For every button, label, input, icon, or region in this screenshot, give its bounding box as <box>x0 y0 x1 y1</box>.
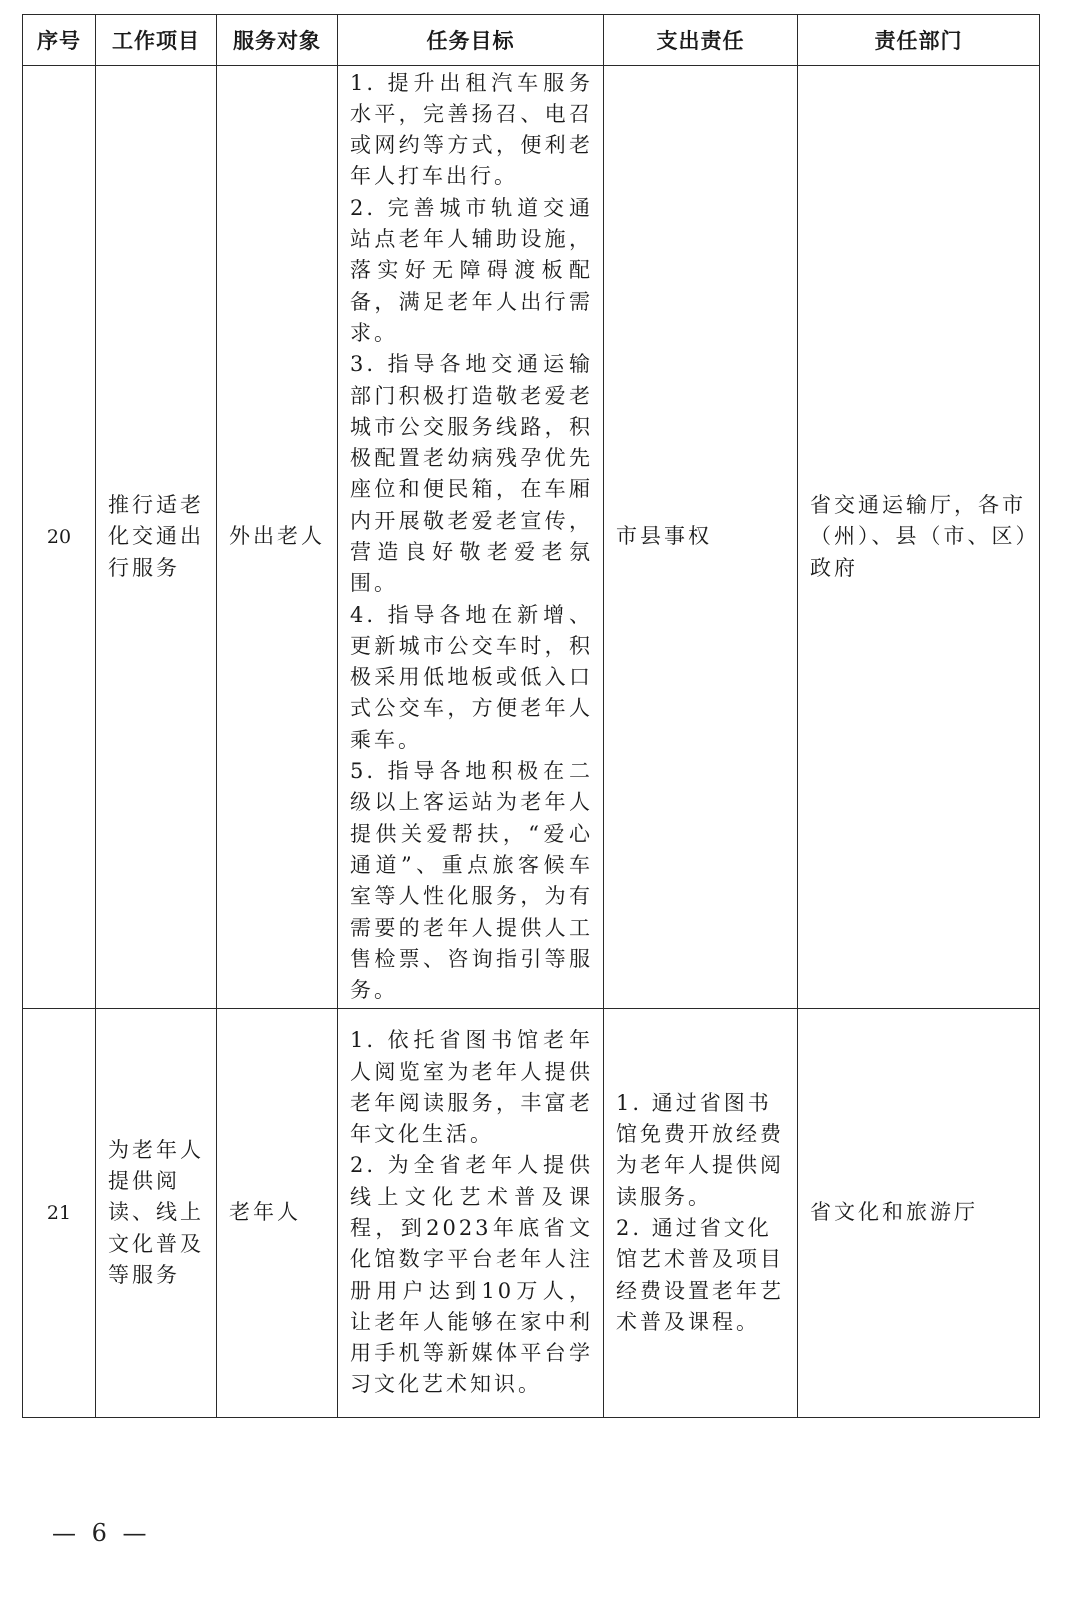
header-no: 序号 <box>23 15 96 66</box>
row-project: 推行适老化交通出行服务 <box>96 66 217 1009</box>
row-target-group: 外出老人 <box>217 66 338 1009</box>
goal-item: 5. 指导各地积极在二级以上客运站为老年人提供关爱帮扶，“爱心通道”、重点旅客候车室等人性化服务，为有需要的老年人提供人工售检票、咨询指引等服务。 <box>350 759 593 1003</box>
goal-item: 1. 依托省图书馆老年人阅览室为老年人提供老年阅读服务，丰富老年文化生活。 <box>350 1028 593 1147</box>
expenditure-item: 市县事权 <box>616 524 712 549</box>
page-number: — 6 — <box>52 1519 151 1547</box>
row-department: 省文化和旅游厅 <box>798 1009 1040 1418</box>
row-project: 为老年人提供阅读、线上文化普及等服务 <box>96 1009 217 1418</box>
row-target-group: 老年人 <box>217 1009 338 1418</box>
goal-item: 2. 为全省老年人提供线上文化艺术普及课程，到2023年底省文化馆数字平台老年人注册用户达到10万人，让老年人能够在家中利用手机等新媒体平台学习文化艺术知识。 <box>350 1153 593 1397</box>
table-row <box>23 1009 1040 1418</box>
goal-item: 4. 指导各地在新增、更新城市公交车时，积极采用低地板或低入口式公交车，方便老年人乘车。 <box>350 602 593 752</box>
expenditure-item: 1. 通过省图书馆免费开放经费为老年人提供阅读服务。 <box>616 1090 784 1209</box>
row-goals <box>338 66 604 1009</box>
header-project: 工作项目 <box>96 15 217 66</box>
row-goals <box>338 1009 604 1418</box>
row-department: 省交通运输厅，各市（州）、县（市、区）政府 <box>798 66 1040 1009</box>
row-no: 21 <box>23 1009 96 1418</box>
row-no: 20 <box>23 66 96 1009</box>
header-goals: 任务目标 <box>338 15 604 66</box>
expenditure-item: 2. 通过省文化馆艺术普及项目经费设置老年艺术普及课程。 <box>616 1216 784 1334</box>
row-expenditure <box>604 66 798 1009</box>
goal-item: 2. 完善城市轨道交通站点老年人辅助设施，落实好无障碍渡板配备，满足老年人出行需求。 <box>350 195 593 345</box>
task-table <box>22 14 1040 1418</box>
goal-item: 3. 指导各地交通运输部门积极打造敬老爱老城市公交服务线路，积极配置老幼病残孕优先座位和便民箱，在车厢内开展敬老爱老宣传，营造良好敬老爱老氛围。 <box>350 352 593 596</box>
header-target-group: 服务对象 <box>217 15 338 66</box>
table-header-row <box>23 15 1040 66</box>
header-expenditure: 支出责任 <box>604 15 798 66</box>
goal-item: 1. 提升出租汽车服务水平，完善扬召、电召或网约等方式，便利老年人打车出行。 <box>350 70 593 189</box>
table-row <box>23 66 1040 1009</box>
row-expenditure <box>604 1009 798 1418</box>
header-department: 责任部门 <box>798 15 1040 66</box>
